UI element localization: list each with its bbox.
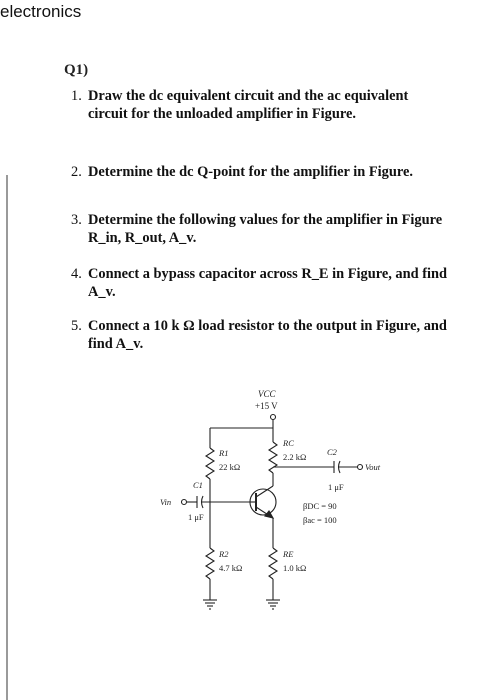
question-text: Draw the dc equivalent circuit and the ac equivalent circuit for the unloaded amplifier in Figure. xyxy=(88,88,409,122)
app-title: electronics xyxy=(0,2,82,21)
vcc-terminal xyxy=(271,415,276,420)
r2-label: R2 xyxy=(219,549,229,559)
re-resistor xyxy=(269,548,277,579)
vin-terminal xyxy=(182,500,187,505)
question-text: Determine the following values for the amplifier in Figure R_in, R_out, A_v. xyxy=(88,212,443,246)
rc-label: RC xyxy=(283,438,294,448)
ground-symbol xyxy=(266,600,280,609)
rc-resistor xyxy=(269,442,277,473)
vout-terminal xyxy=(358,465,363,470)
question-number: 2. xyxy=(71,164,82,180)
vout-label: Vout xyxy=(365,462,381,472)
question-text: Determine the dc Q-point for the amplifier in Figure. xyxy=(88,164,413,180)
question-heading: Q1) xyxy=(64,62,89,78)
beta-dc-value: βDC = 90 xyxy=(303,501,337,511)
re-label: RE xyxy=(283,549,294,559)
r1-label: R1 xyxy=(219,448,229,458)
beta-ac-value: βac = 100 xyxy=(303,515,337,525)
c2-value: 1 μF xyxy=(328,482,344,492)
r1-value: 22 kΩ xyxy=(219,462,241,472)
re-value: 1.0 kΩ xyxy=(283,563,307,573)
c1-value: 1 μF xyxy=(188,512,204,522)
question-text: Connect a 10 k Ω load resistor to the output in Figure, and find A_v. xyxy=(88,318,447,352)
vin-label: Vin xyxy=(160,497,172,507)
question-number: 1. xyxy=(71,88,82,104)
c1-label: C1 xyxy=(193,480,203,490)
question-number: 4. xyxy=(71,266,82,282)
rc-value: 2.2 kΩ xyxy=(283,452,307,462)
ground-symbol xyxy=(203,600,217,609)
question-number: 5. xyxy=(71,318,82,334)
r2-resistor xyxy=(206,548,214,579)
vcc-value: +15 V xyxy=(255,401,278,411)
r1-resistor xyxy=(206,448,214,479)
vcc-label: VCC xyxy=(258,389,276,399)
c2-label: C2 xyxy=(327,447,337,457)
question-text: Connect a bypass capacitor across R_E in Figure, and find A_v. xyxy=(88,266,448,300)
question-number: 3. xyxy=(71,212,82,228)
r2-value: 4.7 kΩ xyxy=(219,563,243,573)
